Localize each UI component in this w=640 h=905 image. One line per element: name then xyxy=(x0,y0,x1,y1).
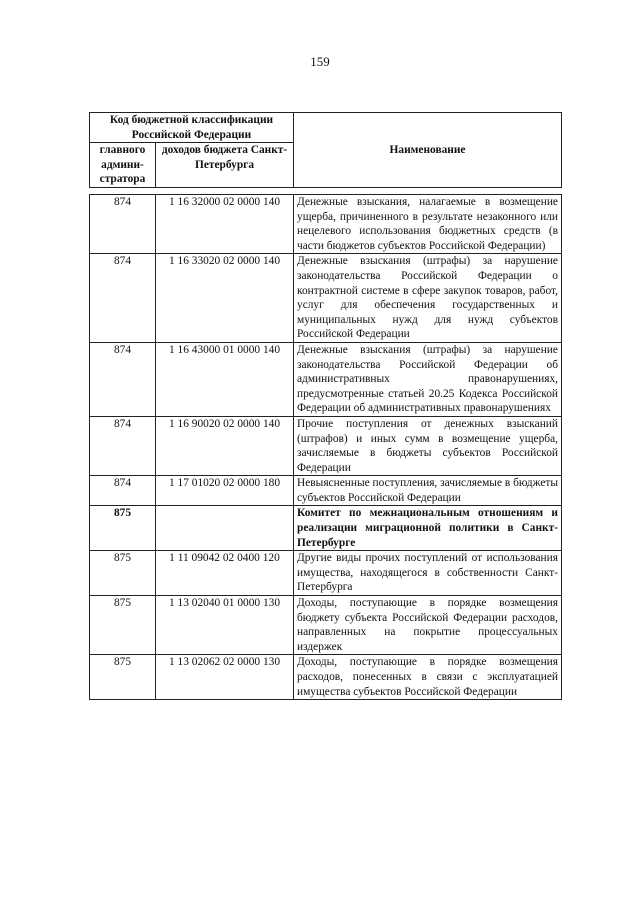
kbk-code-cell: 1 16 43000 01 0000 140 xyxy=(156,342,294,416)
table-row xyxy=(90,596,562,655)
kbk-code-cell: 1 13 02040 01 0000 130 xyxy=(156,596,294,655)
admin-code-cell: 875 xyxy=(90,551,156,596)
table-row xyxy=(90,506,562,551)
name-cell: Невыясненные поступления, зачисляемые в бюджеты субъектов Российской Федерации xyxy=(294,476,562,506)
table-row xyxy=(90,195,562,254)
admin-code-cell: 874 xyxy=(90,195,156,254)
kbk-code-cell: 1 16 90020 02 0000 140 xyxy=(156,416,294,475)
kbk-code-cell: 1 16 33020 02 0000 140 xyxy=(156,254,294,343)
kbk-code-cell xyxy=(156,506,294,551)
name-cell: Комитет по межнациональным отношениям и реализации миграционной политики в Санкт-Петербурге xyxy=(294,506,562,551)
header-income: доходов бюджета Санкт-Петербурга xyxy=(156,143,294,188)
income-table xyxy=(89,194,562,700)
admin-code-cell: 874 xyxy=(90,416,156,475)
kbk-code-cell: 1 13 02062 02 0000 130 xyxy=(156,655,294,700)
name-cell: Денежные взыскания, налагаемые в возмещение ущерба, причиненного в результате незаконного или нецелевого использования бюджетных средств (в части бюджетов субъектов Российской Федерации) xyxy=(294,195,562,254)
kbk-code-cell: 1 11 09042 02 0400 120 xyxy=(156,551,294,596)
header-admin: главного админи-стратора xyxy=(90,143,156,188)
name-cell: Денежные взыскания (штрафы) за нарушение законодательства Российской Федерации об административных правонарушениях, предусмотренные статьей 20.25 Кодекса Российской Федерации об административных правонарушениях xyxy=(294,342,562,416)
table-row xyxy=(90,551,562,596)
table-row xyxy=(90,476,562,506)
admin-code-cell: 874 xyxy=(90,342,156,416)
table-row xyxy=(90,655,562,700)
admin-code-cell: 875 xyxy=(90,506,156,551)
table-row xyxy=(90,254,562,343)
name-cell: Доходы, поступающие в порядке возмещения расходов, понесенных в связи с эксплуатацией имущества субъектов Российской Федерации xyxy=(294,655,562,700)
kbk-code-cell: 1 16 32000 02 0000 140 xyxy=(156,195,294,254)
header-table xyxy=(89,112,562,188)
header-group-title: Код бюджетной классификации Российской Федерации xyxy=(90,113,294,143)
admin-code-cell: 874 xyxy=(90,476,156,506)
admin-code-cell: 875 xyxy=(90,655,156,700)
admin-code-cell: 875 xyxy=(90,596,156,655)
name-cell: Денежные взыскания (штрафы) за нарушение законодательства Российской Федерации о контрактной системе в сфере закупок товаров, работ, услуг для обеспечения государственных и муниципальных нужд для нужд субъектов Российской Федерации xyxy=(294,254,562,343)
name-cell: Другие виды прочих поступлений от использования имущества, находящегося в собственности Санкт-Петербурга xyxy=(294,551,562,596)
page-number: 159 xyxy=(310,54,330,69)
name-cell: Доходы, поступающие в порядке возмещения бюджету субъекта Российской Федерации расходов, направленных на покрытие процессуальных издержек xyxy=(294,596,562,655)
admin-code-cell: 874 xyxy=(90,254,156,343)
header-name: Наименование xyxy=(294,113,562,188)
table-row xyxy=(90,416,562,475)
table-row xyxy=(90,342,562,416)
kbk-code-cell: 1 17 01020 02 0000 180 xyxy=(156,476,294,506)
name-cell: Прочие поступления от денежных взысканий (штрафов) и иных сумм в возмещение ущерба, зачисляемые в бюджеты субъектов Российской Федерации xyxy=(294,416,562,475)
